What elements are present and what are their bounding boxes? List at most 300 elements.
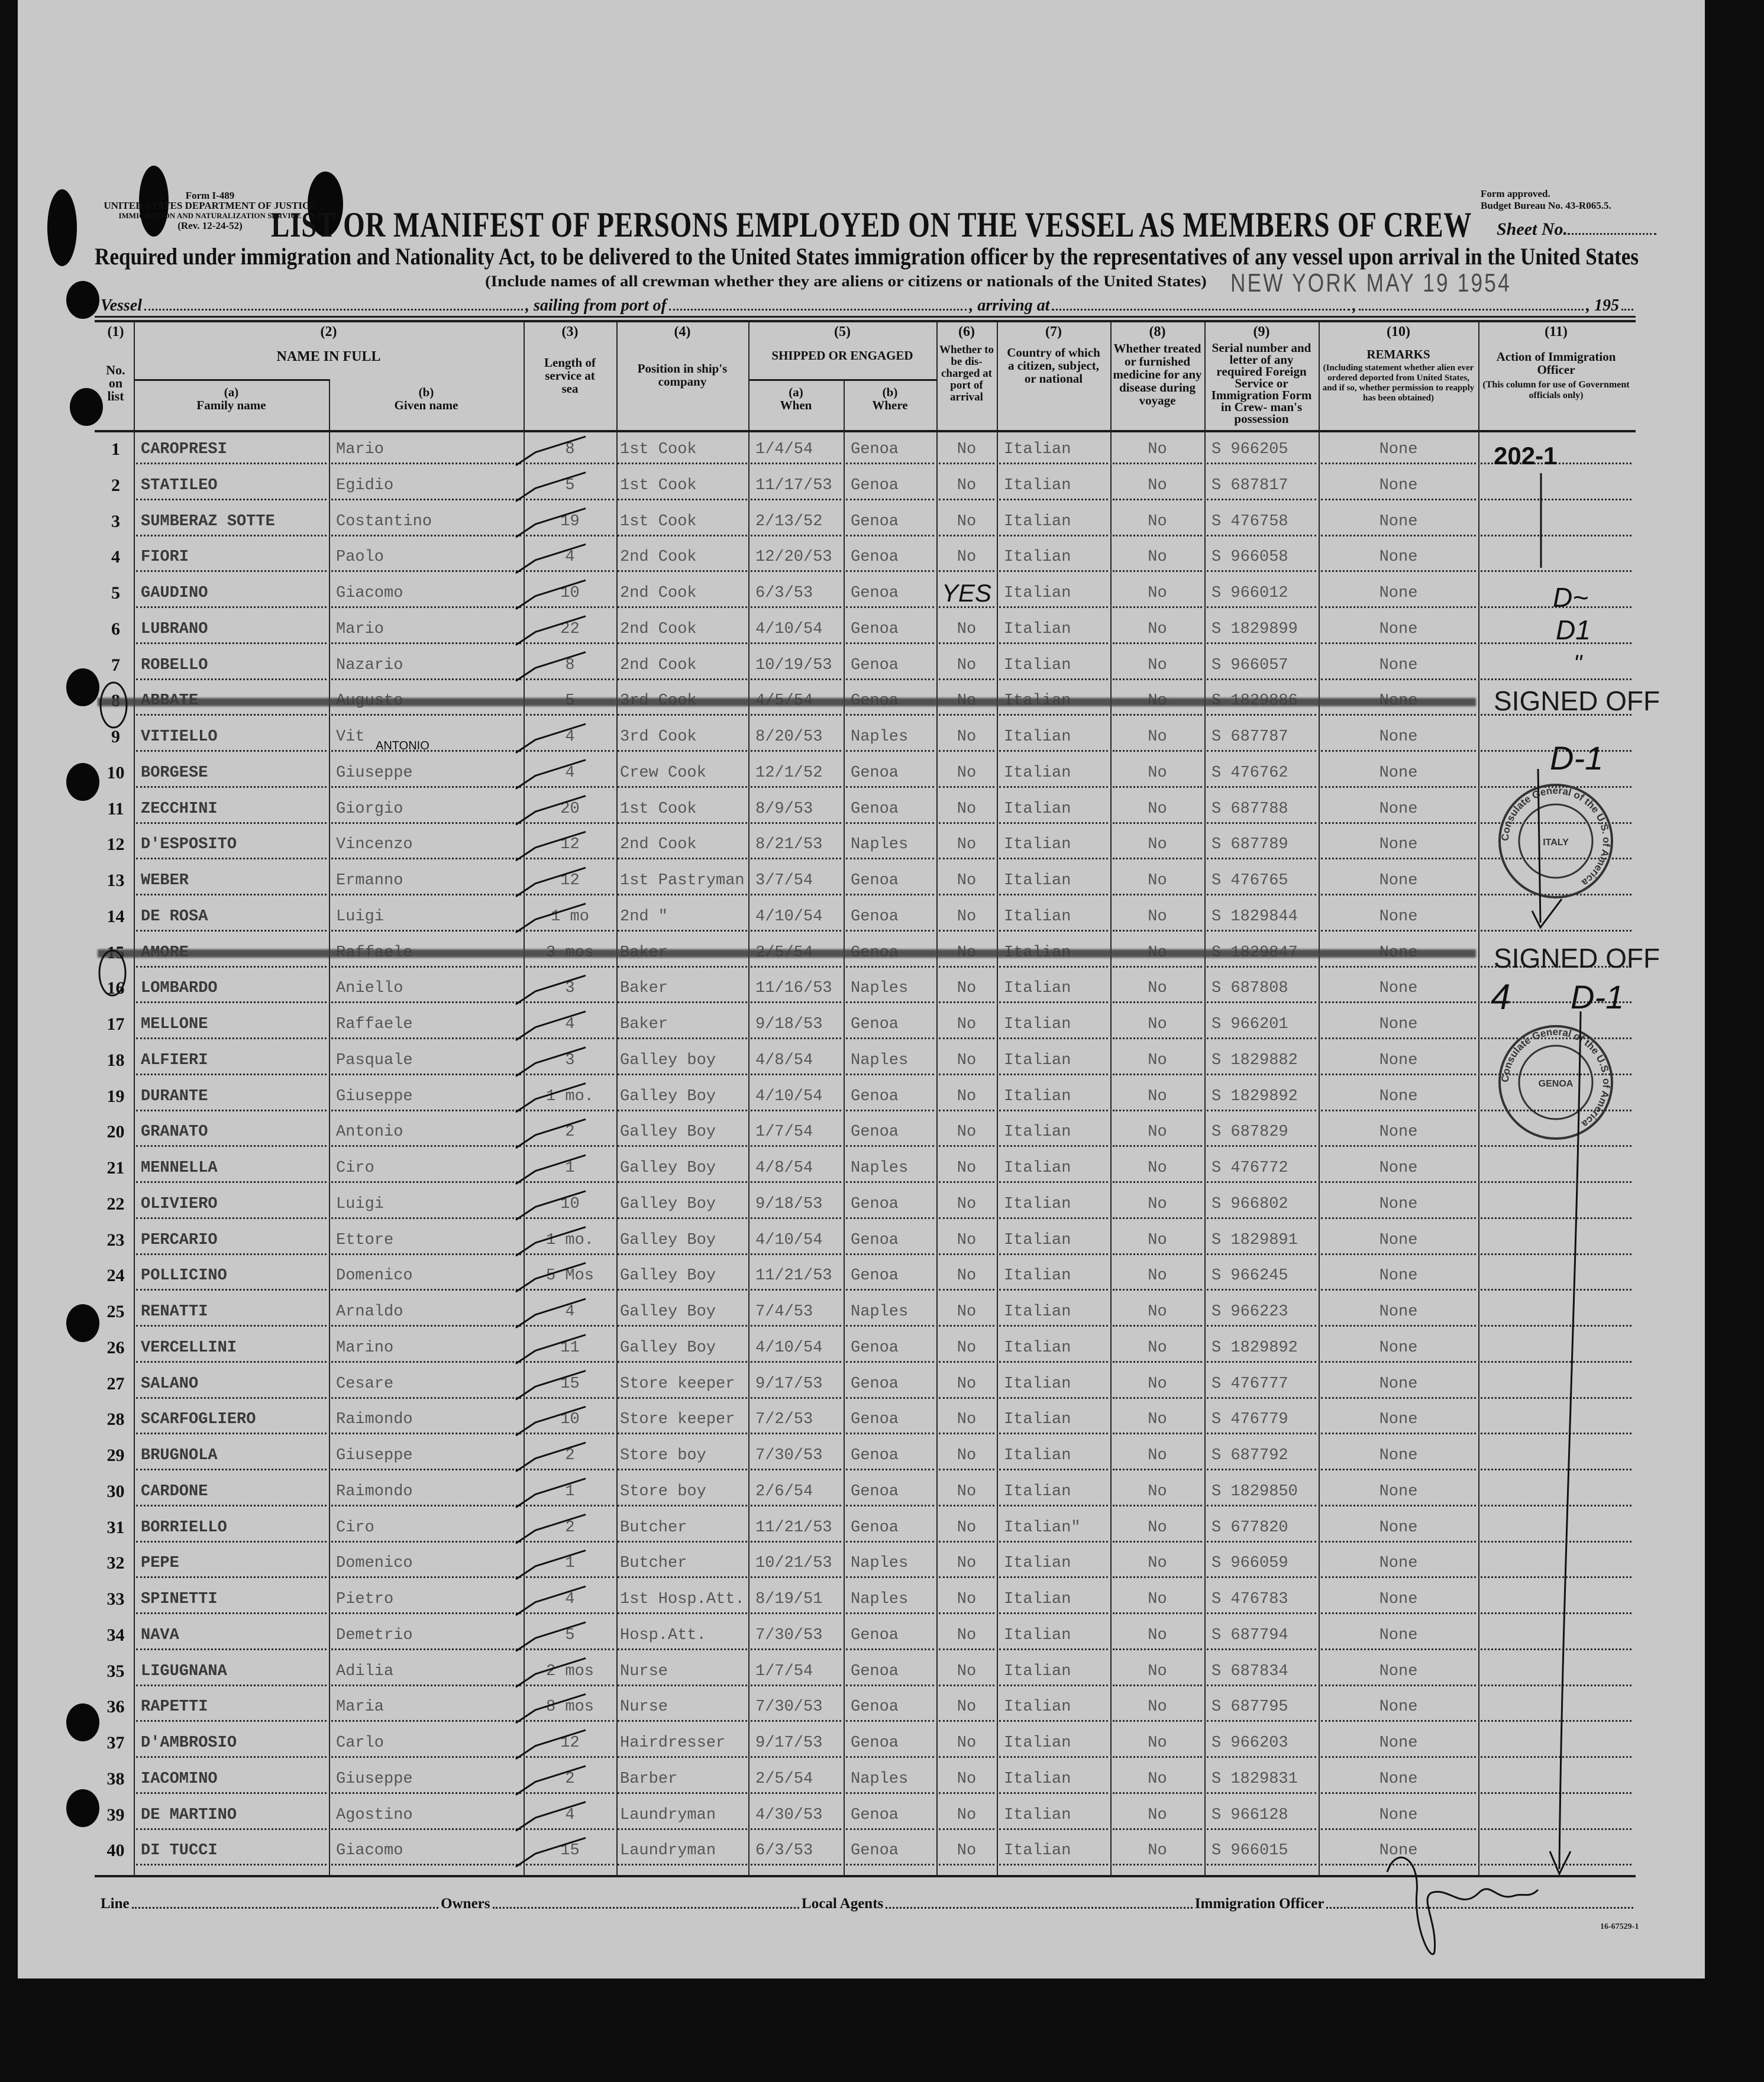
cell-length: 3 — [526, 1046, 614, 1075]
cell-length: 2 — [526, 1513, 614, 1543]
cell-given: Giacomo — [331, 1836, 521, 1866]
cell-no: 29 — [106, 1446, 125, 1465]
cell-country: Italian — [999, 1657, 1108, 1686]
cell-remarks: None — [1321, 507, 1476, 536]
cell-where: Genoa — [846, 866, 934, 895]
cell-family: GRANATO — [136, 1117, 327, 1147]
handwritten-action-row-9: D-1 — [1550, 739, 1604, 777]
cell-serial: S 687808 — [1207, 974, 1316, 1003]
checkmark-icon — [516, 616, 586, 645]
seal-city-text: ITALY — [1543, 838, 1569, 848]
cell-family: NAVA — [136, 1621, 327, 1650]
cell-remarks: None — [1321, 1441, 1476, 1470]
cell-when: 1/7/54 — [751, 1657, 841, 1686]
cell-medicine: No — [1113, 902, 1202, 932]
cell-length: 2 — [526, 1117, 614, 1147]
cell-medicine: No — [1113, 1010, 1202, 1039]
cell-where: Naples — [846, 1046, 934, 1075]
cell-given: Agostino — [331, 1800, 521, 1830]
cell-when: 8/21/53 — [751, 830, 841, 859]
cell-medicine: No — [1113, 507, 1202, 536]
column-header-remarks: REMARKS — [1366, 347, 1430, 361]
cell-when: 4/8/54 — [751, 1153, 841, 1183]
cell-discharged: No — [939, 1082, 994, 1111]
cell-country: Italian — [999, 1692, 1108, 1722]
cell-position: Store boy — [618, 1441, 747, 1470]
cell-medicine: No — [1113, 1692, 1202, 1722]
cell-length: 4 — [526, 1800, 614, 1830]
cell-medicine: No — [1113, 1189, 1202, 1219]
cell-serial: S 687789 — [1207, 830, 1316, 859]
cell-medicine: No — [1113, 1800, 1202, 1830]
cell-medicine: No — [1113, 1836, 1202, 1866]
cell-position: Galley Boy — [618, 1117, 747, 1147]
cell-remarks: None — [1321, 1010, 1476, 1039]
cell-where: Genoa — [846, 794, 934, 824]
cell-serial: S 1829844 — [1207, 902, 1316, 932]
checkmark-icon — [516, 1550, 586, 1579]
cell-medicine: No — [1113, 1477, 1202, 1506]
cell-remarks: None — [1321, 1369, 1476, 1399]
cell-country: Italian — [999, 1333, 1108, 1363]
cell-length: 2 — [526, 1764, 614, 1794]
column-number: (3) — [561, 324, 579, 340]
cell-country: Italian — [999, 1764, 1108, 1794]
cell-no: 16 — [106, 978, 125, 998]
cell-discharged: No — [939, 866, 994, 895]
cell-discharged: No — [939, 1513, 994, 1543]
cell-when: 12/20/53 — [751, 542, 841, 572]
cell-given: Ermanno — [331, 866, 521, 895]
cell-when: 9/17/53 — [751, 1728, 841, 1758]
cell-length: 5 Mos — [526, 1261, 614, 1291]
column-header-name: NAME IN FULL — [276, 349, 381, 364]
cell-family: DE MARTINO — [136, 1800, 327, 1830]
cell-country: Italian — [999, 578, 1108, 608]
cell-serial: S 966201 — [1207, 1010, 1316, 1039]
cell-discharged: No — [939, 1621, 994, 1650]
cell-medicine: No — [1113, 1333, 1202, 1363]
column-header-medicine: Whether treated or furnished medicine for any disease during voyage — [1113, 341, 1202, 408]
cell-remarks: None — [1321, 615, 1476, 644]
cell-position: Galley Boy — [618, 1261, 747, 1291]
cell-position: 1st Pastryman — [618, 866, 747, 895]
checkmark-icon — [516, 437, 586, 465]
sub-letter: (b) — [882, 385, 898, 399]
cell-where: Genoa — [846, 1477, 934, 1506]
cell-no: 26 — [106, 1337, 125, 1357]
checkmark-icon — [516, 1838, 586, 1867]
cell-family: LUBRANO — [136, 615, 327, 644]
checkmark-icon — [516, 1659, 586, 1687]
cell-no: 3 — [111, 511, 120, 531]
cell-length: 15 — [526, 1836, 614, 1866]
cell-where: Genoa — [846, 1189, 934, 1219]
checkmark-icon — [516, 1155, 586, 1184]
sub-label: Given name — [394, 398, 458, 412]
signed-off-stamp: SIGNED OFF — [1494, 686, 1660, 716]
cell-length: 8 mos — [526, 1692, 614, 1722]
cell-length: 1 mo. — [526, 1226, 614, 1255]
cell-discharged: No — [939, 507, 994, 536]
cell-country: Italian — [999, 758, 1108, 788]
cell-family: BORGESE — [136, 758, 327, 788]
cell-when: 4/10/54 — [751, 1226, 841, 1255]
cell-where: Naples — [846, 1764, 934, 1794]
cell-family: POLLICINO — [136, 1261, 327, 1291]
cell-medicine: No — [1113, 578, 1202, 608]
cell-medicine: No — [1113, 1405, 1202, 1434]
cell-country: Italian — [999, 1836, 1108, 1866]
cell-where: Naples — [846, 1297, 934, 1327]
cell-where: Genoa — [846, 902, 934, 932]
cell-length: 8 — [526, 435, 614, 464]
cell-remarks: None — [1321, 1800, 1476, 1830]
cell-where: Naples — [846, 830, 934, 859]
cell-no: 37 — [106, 1733, 125, 1753]
checkmark-icon — [516, 1443, 586, 1472]
cell-medicine: No — [1113, 1297, 1202, 1327]
cell-where: Genoa — [846, 1836, 934, 1866]
cell-remarks: None — [1321, 794, 1476, 824]
cell-family: WEBER — [136, 866, 327, 895]
cell-position: 1st Cook — [618, 794, 747, 824]
cell-remarks: None — [1321, 1477, 1476, 1506]
cell-serial: S 677820 — [1207, 1513, 1316, 1543]
cell-serial: S 966203 — [1207, 1728, 1316, 1758]
cell-family: D'AMBROSIO — [136, 1728, 327, 1758]
cell-serial: S 966205 — [1207, 435, 1316, 464]
cell-remarks: None — [1321, 1082, 1476, 1111]
cell-where: Genoa — [846, 1333, 934, 1363]
cell-medicine: No — [1113, 615, 1202, 644]
cell-family: DURANTE — [136, 1082, 327, 1111]
cell-no: 18 — [106, 1050, 125, 1070]
cell-position: 1st Hosp.Att. — [618, 1585, 747, 1614]
cell-medicine: No — [1113, 1153, 1202, 1183]
cell-position: Laundryman — [618, 1836, 747, 1866]
budget-bureau-number: Budget Bureau No. 43-R065.5. — [1481, 200, 1611, 211]
cell-position: Galley Boy — [618, 1153, 747, 1183]
cell-country: Italian — [999, 1117, 1108, 1147]
cell-when: 7/30/53 — [751, 1621, 841, 1650]
cell-discharged: No — [939, 1657, 994, 1686]
checkmark-icon — [516, 1515, 586, 1544]
cell-country: Italian — [999, 1548, 1108, 1578]
cell-serial: S 687829 — [1207, 1117, 1316, 1147]
owners-label: Owners — [441, 1896, 490, 1912]
checkmark-icon — [516, 1694, 586, 1723]
cell-no: 13 — [106, 871, 125, 890]
seal-city-text: GENOA — [1538, 1079, 1574, 1089]
signed-off-stamp: SIGNED OFF — [1494, 943, 1660, 974]
cell-position: Galley Boy — [618, 1333, 747, 1363]
cell-remarks: None — [1321, 1513, 1476, 1543]
cell-family: FIORI — [136, 542, 327, 572]
cell-discharged: No — [939, 1585, 994, 1614]
cell-no: 33 — [106, 1589, 125, 1609]
cell-discharged: No — [939, 974, 994, 1003]
cell-given: Luigi — [331, 902, 521, 932]
cell-serial: S 476758 — [1207, 507, 1316, 536]
cell-family: OLIVIERO — [136, 1189, 327, 1219]
cell-discharged: No — [939, 830, 994, 859]
cell-serial: S 966245 — [1207, 1261, 1316, 1291]
cell-medicine: No — [1113, 1513, 1202, 1543]
cell-medicine: No — [1113, 1369, 1202, 1399]
cell-remarks: None — [1321, 1548, 1476, 1578]
cell-position: Barber — [618, 1764, 747, 1794]
cell-medicine: No — [1113, 651, 1202, 680]
cell-no: 1 — [111, 439, 120, 459]
cell-serial: S 1829892 — [1207, 1082, 1316, 1111]
cell-country: Italian — [999, 794, 1108, 824]
cell-family: D'ESPOSITO — [136, 830, 327, 859]
cell-position: Baker — [618, 974, 747, 1003]
cell-length: 5 — [526, 1621, 614, 1650]
cell-no: 17 — [106, 1014, 125, 1034]
cell-length: 10 — [526, 578, 614, 608]
cell-family: CAROPRESI — [136, 435, 327, 464]
checkmark-icon — [516, 760, 586, 789]
vessel-label: Vessel — [101, 296, 142, 315]
cell-where: Naples — [846, 1585, 934, 1614]
handwritten-action-row-15: D-1 — [1571, 978, 1624, 1016]
cell-no: 34 — [106, 1625, 125, 1645]
cell-discharged: No — [939, 902, 994, 932]
cell-serial: S 687817 — [1207, 471, 1316, 500]
checkmark-icon — [516, 1371, 586, 1400]
cell-remarks: None — [1321, 1657, 1476, 1686]
handwritten-action-row-1: 202-1 — [1494, 442, 1558, 470]
cell-serial: S 476783 — [1207, 1585, 1316, 1614]
cell-serial: S 1829899 — [1207, 615, 1316, 644]
cell-length: 3 — [526, 974, 614, 1003]
cell-given: Pietro — [331, 1585, 521, 1614]
cell-length: 12 — [526, 830, 614, 859]
cell-serial: S 966802 — [1207, 1189, 1316, 1219]
arriving-at-label: , arriving at — [969, 296, 1050, 315]
cell-country: Italian — [999, 1477, 1108, 1506]
cell-given: Marino — [331, 1333, 521, 1363]
cell-discharged: No — [939, 1226, 994, 1255]
sub-letter: (b) — [418, 385, 434, 399]
cell-no: 27 — [106, 1373, 125, 1394]
cell-no: 5 — [111, 583, 120, 603]
cell-no: 35 — [106, 1661, 125, 1681]
cell-no: 25 — [106, 1302, 125, 1321]
cell-position: Nurse — [618, 1657, 747, 1686]
column-header-position: Position in ship's company — [637, 361, 728, 389]
cell-country: Italian — [999, 1621, 1108, 1650]
cell-position: Baker — [618, 1010, 747, 1039]
column-header-action: Action of Immigration Officer — [1496, 350, 1616, 377]
cell-discharged: No — [939, 794, 994, 824]
cell-given: Mario — [331, 435, 521, 464]
cell-remarks: None — [1321, 1764, 1476, 1794]
cell-given: Ciro — [331, 1513, 521, 1543]
column-number: (11) — [1545, 324, 1568, 340]
remarks-note: (Including statement whether alien ever ordered deported from United States, and if so, whether permission to reapply has been obtained) — [1322, 363, 1475, 403]
checkmark-icon — [516, 509, 586, 538]
separator: , — [1352, 296, 1357, 315]
cell-given: Raimondo — [331, 1405, 521, 1434]
immigration-officer-label: Immigration Officer — [1194, 1896, 1324, 1912]
cell-medicine: No — [1113, 758, 1202, 788]
cell-given: Ciro — [331, 1153, 521, 1183]
cell-no: 11 — [107, 798, 124, 819]
column-number: (1) — [107, 324, 124, 340]
cell-medicine: No — [1113, 542, 1202, 572]
cell-where: Naples — [846, 1153, 934, 1183]
cell-discharged: No — [939, 758, 994, 788]
cell-country: Italian — [999, 507, 1108, 536]
cell-no: 20 — [106, 1122, 125, 1142]
cell-discharged: No — [939, 1333, 994, 1363]
cell-no: 39 — [106, 1805, 125, 1825]
cell-given: Giacomo — [331, 578, 521, 608]
cell-where: Genoa — [846, 758, 934, 788]
cell-family: SUMBERAZ SOTTE — [136, 507, 327, 536]
cell-given: Domenico — [331, 1261, 521, 1291]
cell-length: 10 — [526, 1405, 614, 1434]
cell-family: CARDONE — [136, 1477, 327, 1506]
cell-remarks: None — [1321, 1621, 1476, 1650]
cell-when: 11/21/53 — [751, 1261, 841, 1291]
cell-no: 19 — [106, 1086, 125, 1106]
cell-country: Italian — [999, 542, 1108, 572]
cell-given: Ettore — [331, 1226, 521, 1255]
column-number: (6) — [958, 324, 975, 340]
cell-family: VITIELLO — [136, 722, 327, 752]
cell-remarks: None — [1321, 651, 1476, 680]
cell-serial: S 687834 — [1207, 1657, 1316, 1686]
cell-serial: S 687794 — [1207, 1621, 1316, 1650]
cell-when: 9/18/53 — [751, 1189, 841, 1219]
cell-length: 5 — [526, 471, 614, 500]
cell-when: 10/19/53 — [751, 651, 841, 680]
cell-position: 2nd Cook — [618, 542, 747, 572]
cell-when: 9/18/53 — [751, 1010, 841, 1039]
cell-when: 2/5/54 — [751, 1764, 841, 1794]
cell-discharged: No — [939, 1046, 994, 1075]
cell-when: 4/30/53 — [751, 1800, 841, 1830]
cell-country: Italian — [999, 1226, 1108, 1255]
cell-family: STATILEO — [136, 471, 327, 500]
cell-remarks: None — [1321, 722, 1476, 752]
cell-given: Pasquale — [331, 1046, 521, 1075]
cell-serial: S 476762 — [1207, 758, 1316, 788]
cell-no: 40 — [106, 1841, 125, 1861]
cell-no: 7 — [111, 655, 120, 675]
cell-country: Italian — [999, 1728, 1108, 1758]
cell-given: Egidio — [331, 471, 521, 500]
cell-discharged: No — [939, 1405, 994, 1434]
circled-row-8 — [101, 683, 127, 728]
column-number: (10) — [1387, 324, 1410, 340]
checkmark-icon — [516, 796, 586, 825]
cell-where: Genoa — [846, 578, 934, 608]
sailing-from-label: , sailing from port of — [525, 296, 667, 315]
cell-where: Genoa — [846, 507, 934, 536]
cell-position: Butcher — [618, 1513, 747, 1543]
cell-remarks: None — [1321, 1046, 1476, 1075]
checkmark-icon — [516, 1335, 586, 1364]
cell-given: Antonio — [331, 1117, 521, 1147]
cell-medicine: No — [1113, 1764, 1202, 1794]
cell-family: GAUDINO — [136, 578, 327, 608]
sub-label: Family name — [196, 398, 266, 412]
cell-remarks: None — [1321, 1297, 1476, 1327]
cell-where: Genoa — [846, 1657, 934, 1686]
checkmark-icon — [516, 652, 586, 681]
cell-country: Italian — [999, 1046, 1108, 1075]
cell-remarks: None — [1321, 974, 1476, 1003]
cell-discharged: No — [939, 1836, 994, 1866]
cell-discharged: No — [939, 1477, 994, 1506]
cell-given: Costantino — [331, 507, 521, 536]
cell-remarks: None — [1321, 1585, 1476, 1614]
checkmark-icon — [516, 1263, 586, 1292]
checkmark-icon — [516, 975, 586, 1004]
cell-where: Genoa — [846, 1010, 934, 1039]
department-name: UNITED STATES DEPARTMENT OF JUSTICE — [104, 200, 316, 211]
column-number: (5) — [834, 324, 851, 340]
handwritten-action-row-5: D~ — [1553, 582, 1589, 613]
cell-family: ROBELLO — [136, 651, 327, 680]
cell-position: Galley Boy — [618, 1082, 747, 1111]
approval-line: Form approved. — [1481, 188, 1550, 199]
column-header-shipped: SHIPPED OR ENGAGED — [771, 348, 913, 363]
cell-length: 4 — [526, 542, 614, 572]
checkmark-icon — [516, 1730, 586, 1759]
cell-remarks: None — [1321, 1117, 1476, 1147]
owners-field — [493, 1906, 800, 1909]
cell-discharged: No — [939, 651, 994, 680]
cell-medicine: No — [1113, 1585, 1202, 1614]
seal-ring-text: Consulate General of the U.S. of America — [1499, 784, 1613, 888]
sub-letter: (a) — [224, 385, 239, 399]
cell-family: RENATTI — [136, 1297, 327, 1327]
cell-given: Luigi — [331, 1189, 521, 1219]
cell-country: Italian — [999, 615, 1108, 644]
cell-when: 6/3/53 — [751, 578, 841, 608]
cell-given: Giuseppe — [331, 758, 521, 788]
cell-given: Nazario — [331, 651, 521, 680]
cell-remarks: None — [1321, 435, 1476, 464]
cell-serial: S 687792 — [1207, 1441, 1316, 1470]
seal-ring-text: Consulate General of the U.S. of America — [1499, 1026, 1613, 1130]
cell-given: Raimondo — [331, 1477, 521, 1506]
cell-position: Hairdresser — [618, 1728, 747, 1758]
cell-serial: S 687795 — [1207, 1692, 1316, 1722]
cell-discharged: No — [939, 542, 994, 572]
cell-discharged: No — [939, 1728, 994, 1758]
cell-remarks: None — [1321, 1728, 1476, 1758]
column-header-discharged: Whether to be dis- charged at port of arrival — [939, 344, 994, 403]
cell-serial: S 476765 — [1207, 866, 1316, 895]
cell-discharged: No — [939, 471, 994, 500]
cell-where: Naples — [846, 974, 934, 1003]
cell-given: Vit — [331, 722, 521, 752]
cell-when: 7/30/53 — [751, 1692, 841, 1722]
cell-remarks: None — [1321, 758, 1476, 788]
cell-given: Cesare — [331, 1369, 521, 1399]
cell-given: Arnaldo — [331, 1297, 521, 1327]
cell-where: Genoa — [846, 1082, 934, 1111]
cell-medicine: No — [1113, 974, 1202, 1003]
cell-serial: S 476772 — [1207, 1153, 1316, 1183]
